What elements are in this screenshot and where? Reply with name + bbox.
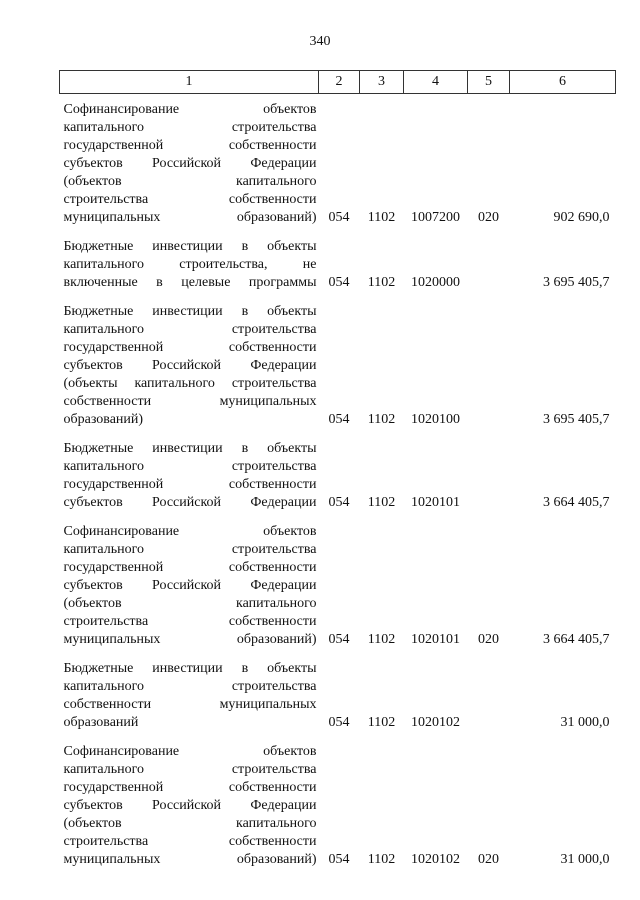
table-row bbox=[60, 296, 616, 433]
table-header bbox=[60, 71, 616, 94]
ministry-code: 054 bbox=[328, 495, 350, 510]
description-line: капитального строительства bbox=[63, 762, 317, 777]
description-line: капитального строительства bbox=[63, 120, 317, 135]
header-col-1: 1 bbox=[60, 71, 319, 94]
expense-type-code: 020 bbox=[478, 852, 499, 867]
row-description bbox=[60, 653, 319, 736]
description-line: (объекты капитального строительства bbox=[63, 376, 317, 391]
description-line: (объектов капитального bbox=[63, 816, 317, 831]
description-line: капитального строительства bbox=[63, 542, 317, 557]
page-number: 340 bbox=[309, 34, 331, 49]
description-line: государственной собственности bbox=[63, 780, 317, 795]
section-code: 1102 bbox=[367, 715, 396, 730]
description-line: Бюджетные инвестиции в объекты bbox=[63, 304, 317, 319]
description-line: включенные в целевые программы bbox=[63, 275, 317, 290]
table-row bbox=[60, 653, 616, 736]
ministry-code: 054 bbox=[328, 852, 350, 867]
section-code: 1102 bbox=[367, 495, 396, 510]
description-line: образований) bbox=[63, 412, 144, 427]
expense-type-code bbox=[468, 231, 510, 296]
target-article-code: 1020000 bbox=[411, 275, 460, 290]
ministry-code: 054 bbox=[328, 412, 350, 427]
expense-type-code: 020 bbox=[478, 210, 499, 225]
description-line: капитального строительства bbox=[63, 459, 317, 474]
amount-value: 3 664 405,7 bbox=[543, 495, 610, 510]
row-description bbox=[60, 296, 319, 433]
description-line: собственности муниципальных bbox=[63, 697, 317, 712]
description-line: Бюджетные инвестиции в объекты bbox=[63, 239, 317, 254]
description-line: капитального строительства, не bbox=[63, 257, 317, 272]
description-line: муниципальных образований) bbox=[63, 852, 317, 867]
ministry-code: 054 bbox=[328, 632, 350, 647]
header-row bbox=[60, 71, 616, 94]
description-line: субъектов Российской Федерации bbox=[63, 578, 317, 593]
expense-type-code bbox=[468, 433, 510, 516]
description-line: государственной собственности bbox=[63, 340, 317, 355]
description-line: муниципальных образований) bbox=[63, 210, 317, 225]
amount-value: 31 000,0 bbox=[560, 852, 610, 867]
header-col-5: 5 bbox=[468, 71, 510, 94]
table-row bbox=[60, 516, 616, 653]
description-line: государственной собственности bbox=[63, 477, 317, 492]
description-line: Софинансирование объектов bbox=[63, 744, 317, 759]
row-description bbox=[60, 736, 319, 873]
expense-type-code bbox=[468, 653, 510, 736]
target-article-code: 1007200 bbox=[411, 210, 460, 225]
table-row bbox=[60, 736, 616, 873]
target-article-code: 1020100 bbox=[411, 412, 460, 427]
description-line: субъектов Российской Федерации bbox=[63, 798, 317, 813]
amount-value: 3 664 405,7 bbox=[543, 632, 610, 647]
section-code: 1102 bbox=[367, 412, 396, 427]
header-col-2: 2 bbox=[319, 71, 360, 94]
amount-value: 902 690,0 bbox=[553, 210, 610, 225]
description-line: строительства собственности bbox=[63, 614, 317, 629]
description-line: Бюджетные инвестиции в объекты bbox=[63, 661, 317, 676]
table-row bbox=[60, 433, 616, 516]
ministry-code: 054 bbox=[328, 275, 350, 290]
section-code: 1102 bbox=[367, 632, 396, 647]
row-description bbox=[60, 516, 319, 653]
expense-type-code: 020 bbox=[478, 632, 499, 647]
budget-table bbox=[59, 70, 616, 873]
target-article-code: 1020102 bbox=[411, 715, 460, 730]
table-row bbox=[60, 231, 616, 296]
description-line: строительства собственности bbox=[63, 834, 317, 849]
description-line: строительства собственности bbox=[63, 192, 317, 207]
description-line: субъектов Российской Федерации bbox=[63, 156, 317, 171]
header-col-3: 3 bbox=[360, 71, 404, 94]
description-line: Софинансирование объектов bbox=[63, 102, 317, 117]
description-line: (объектов капитального bbox=[63, 174, 317, 189]
description-line: муниципальных образований) bbox=[63, 632, 317, 647]
description-line: субъектов Российской Федерации bbox=[63, 495, 317, 510]
table-row bbox=[60, 94, 616, 232]
target-article-code: 1020102 bbox=[411, 852, 460, 867]
description-line: собственности муниципальных bbox=[63, 394, 317, 409]
description-line: образований bbox=[63, 715, 139, 730]
description-line: государственной собственности bbox=[63, 138, 317, 153]
amount-value: 3 695 405,7 bbox=[543, 412, 610, 427]
target-article-code: 1020101 bbox=[411, 632, 460, 647]
expense-type-code bbox=[468, 296, 510, 433]
header-col-6: 6 bbox=[510, 71, 616, 94]
section-code: 1102 bbox=[367, 275, 396, 290]
description-line: (объектов капитального bbox=[63, 596, 317, 611]
description-line: Софинансирование объектов bbox=[63, 524, 317, 539]
row-description bbox=[60, 94, 319, 232]
section-code: 1102 bbox=[367, 852, 396, 867]
description-line: Бюджетные инвестиции в объекты bbox=[63, 441, 317, 456]
row-description bbox=[60, 231, 319, 296]
section-code: 1102 bbox=[367, 210, 396, 225]
description-line: капитального строительства bbox=[63, 322, 317, 337]
ministry-code: 054 bbox=[328, 210, 350, 225]
target-article-code: 1020101 bbox=[411, 495, 460, 510]
description-line: капитального строительства bbox=[63, 679, 317, 694]
ministry-code: 054 bbox=[328, 715, 350, 730]
description-line: государственной собственности bbox=[63, 560, 317, 575]
row-description bbox=[60, 433, 319, 516]
header-col-4: 4 bbox=[404, 71, 468, 94]
description-line: субъектов Российской Федерации bbox=[63, 358, 317, 373]
table-body bbox=[60, 94, 616, 874]
amount-value: 31 000,0 bbox=[560, 715, 610, 730]
amount-value: 3 695 405,7 bbox=[543, 275, 610, 290]
